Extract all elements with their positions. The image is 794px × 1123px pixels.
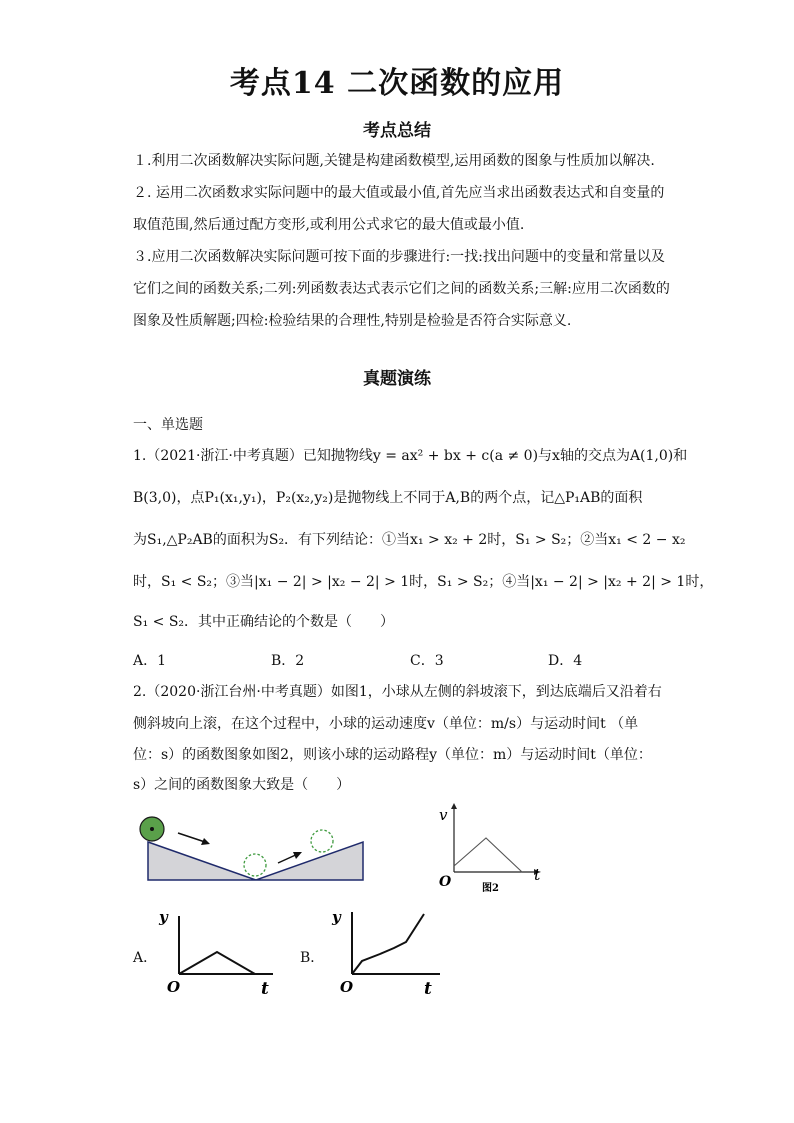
- q1-line-4: 时，S₁ < S₂；③当|x₁ − 2| > |x₂ − 2| > 1时，S₁ > S₂；④当|x₁ − 2| > |x₂ + 2| > 1时，: [133, 574, 714, 590]
- summary-heading: 考点总结: [363, 121, 431, 141]
- arrow-up-icon: [278, 852, 302, 863]
- q1-line-2: B(3,0)，点P₁(x₁,y₁)，P₂(x₂,y₂)是抛物线上不同于A,B的两个点，记△P₁AB的面积: [133, 490, 643, 506]
- fig2-origin: O: [439, 874, 452, 890]
- q1-option-c[interactable]: C．3: [410, 653, 444, 669]
- figure-2-velocity-graph: [430, 800, 550, 900]
- q1-line-5: S₁ < S₂．其中正确结论的个数是（ ）: [133, 614, 395, 630]
- option-a-origin: O: [167, 978, 181, 996]
- velocity-curve: [454, 838, 522, 872]
- q2-option-b-label[interactable]: B．: [300, 950, 325, 966]
- arrow-down-icon: [178, 833, 210, 845]
- option-a-y-label: y: [159, 908, 168, 926]
- summary-item-1: １.利用二次函数解决实际问题,关键是构建函数模型,运用函数的图象与性质加以解决.: [133, 153, 655, 169]
- option-b-graph[interactable]: [328, 904, 448, 998]
- q2-line-2: 侧斜坡向上滚，在这个过程中，小球的运动速度v（单位：m/s）与运动时间t （单: [133, 716, 639, 732]
- y-axis-arrow-icon: [451, 803, 457, 809]
- summary-item-3: ３.应用二次函数解决实际问题可按下面的步骤进行:一找:找出问题中的变量和常量以及它们之间的函数关系;二列:列函数表达式表示它们之间的函数关系;三解:应用二次函数的图象及性质解题;四检:检验结果的合理性,特别是检验是否符合实际意义.: [133, 249, 670, 329]
- ball-up-dashed: [311, 830, 333, 852]
- option-a-x-label: t: [261, 979, 269, 998]
- q2-line-3: 位：s）的函数图象如图2，则该小球的运动路程y（单位：m）与运动时间t（单位：: [133, 747, 652, 763]
- q1-option-b[interactable]: B．2: [271, 653, 305, 669]
- page-title: 考点14 二次函数的应用: [229, 66, 565, 101]
- q2-line-4: s）之间的函数图象大致是（ ）: [133, 777, 351, 793]
- fig2-caption: 图2: [482, 883, 499, 894]
- option-a-graph[interactable]: [155, 906, 285, 998]
- q2-line-1: 2.（2020·浙江台州·中考真题）如图1，小球从左侧的斜坡滚下，到达底端后又沿着右: [133, 684, 662, 700]
- q1-option-d[interactable]: D．4: [548, 653, 583, 669]
- fig2-y-label: v: [439, 806, 448, 824]
- option-b-x-label: t: [424, 979, 432, 998]
- q2-option-a-label[interactable]: A．: [133, 950, 158, 966]
- section-label: 一、单选题: [133, 417, 203, 433]
- practice-heading: 真题演练: [363, 369, 431, 389]
- q1-line-1: 1.（2021·浙江·中考真题）已知抛物线y = ax² + bx + c(a ≠ 0)与x轴的交点为A(1,0)和: [133, 448, 688, 464]
- option-a-curve: [179, 952, 255, 974]
- summary-item-2: ２. 运用二次函数求实际问题中的最大值或最小值,首先应当求出函数表达式和自变量的取值范围,然后通过配方变形,或利用公式求它的最大值或最小值.: [133, 185, 665, 233]
- option-b-y-label: y: [332, 908, 341, 926]
- ball-bottom-dashed: [244, 854, 266, 876]
- q1-option-a[interactable]: A．1: [133, 653, 167, 669]
- q1-line-3: 为S₁,△P₂AB的面积为S₂．有下列结论：①当x₁ > x₂ + 2时，S₁ > S₂；②当x₁ < 2 − x₂: [133, 532, 686, 548]
- ball-center-dot: [150, 827, 154, 831]
- ramp-shape: [148, 842, 363, 880]
- option-b-curve: [352, 914, 424, 974]
- option-b-origin: O: [340, 978, 354, 996]
- fig2-x-label: t: [534, 865, 541, 884]
- figure-1-ramps: [128, 810, 368, 886]
